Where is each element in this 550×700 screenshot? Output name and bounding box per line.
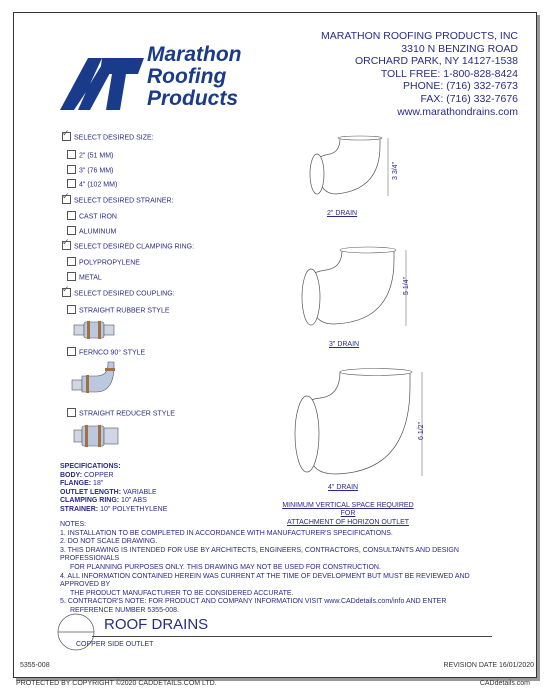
- strainer-option-cast-iron[interactable]: CAST IRON: [67, 212, 117, 221]
- company-name: MARATHON ROOFING PRODUCTS, INC: [321, 30, 518, 42]
- title-divider: [92, 636, 492, 637]
- size-option-2in[interactable]: 2" (51 MM): [67, 151, 113, 160]
- spec-value: 10" ABS: [119, 497, 147, 505]
- caddetails-link[interactable]: CADdetails.com: [479, 680, 530, 687]
- coupling-option-fernco[interactable]: FERNCO 90° STYLE: [67, 348, 145, 357]
- checkbox-3in[interactable]: [67, 165, 76, 174]
- straight-rubber-coupling-icon: [72, 318, 116, 342]
- fernco-coupling-icon: [70, 360, 116, 400]
- strainer-option-aluminum[interactable]: ALUMINUM: [67, 227, 116, 236]
- checkbox-aluminum[interactable]: [67, 226, 76, 235]
- drawing-subtitle: COPPER SIDE OUTLET: [76, 641, 154, 648]
- part-number: 5355-008: [20, 662, 50, 669]
- spec-value: COPPER: [82, 471, 114, 479]
- note-3-cont: FOR PLANNING PURPOSES ONLY. THIS DRAWING MAY NOT BE USED FOR CONSTRUCTION.: [70, 563, 381, 571]
- coupling-option-straight-rubber[interactable]: STRAIGHT RUBBER STYLE: [67, 306, 170, 315]
- note-1: 1. INSTALLATION TO BE COMPLETED IN ACCORDANCE WITH MANUFACTURER'S SPECIFICATIONS.: [60, 529, 393, 537]
- straight-reducer-coupling-icon: [72, 422, 122, 450]
- drawing-title: ROOF DRAINS: [104, 616, 209, 633]
- title-block: [56, 612, 493, 642]
- drain-3in-dimension: 5 1/4": [403, 276, 410, 295]
- size-checkbox[interactable]: [62, 132, 71, 141]
- logo-wordmark: [147, 44, 242, 110]
- note-4: 4. ALL INFORMATION CONTAINED HEREIN WAS CURRENT AT THE TIME OF DEVELOPMENT BUT MUST BE REVIEWED AND APPROVED BY: [60, 572, 470, 589]
- checkbox-metal[interactable]: [67, 272, 76, 281]
- clamp-option-metal[interactable]: METAL: [67, 273, 102, 282]
- select-strainer-heading[interactable]: ✓SELECT DESIRED STRAINER:: [62, 196, 173, 205]
- checkbox-4in[interactable]: [67, 179, 76, 188]
- footer: [16, 680, 538, 687]
- spec-key: BODY:: [60, 471, 83, 479]
- company-city: ORCHARD PARK, NY 14127-1538: [354, 55, 518, 68]
- spec-value: 10" POLYETHYLENE: [98, 505, 168, 513]
- drain-4in-icon: [280, 366, 430, 484]
- drain-2in-icon: [300, 134, 420, 214]
- select-size-heading[interactable]: ✓SELECT DESIRED SIZE:: [62, 133, 154, 142]
- clamp-checkbox[interactable]: [62, 241, 71, 250]
- company-website-link[interactable]: www.marathondrains.com: [397, 105, 518, 118]
- note-4-cont: THE PRODUCT MANUFACTURER TO BE CONSIDERED ACCURATE.: [70, 589, 294, 597]
- size-option-4in[interactable]: 4" (102 MM): [67, 180, 117, 189]
- copyright-text: PROTECTED BY COPYRIGHT ©2020 CADDETAILS.COM LTD.: [16, 680, 217, 687]
- note-2: 2. DO NOT SCALE DRAWING.: [60, 538, 158, 546]
- spec-key: CLAMPING RING:: [60, 497, 120, 505]
- spec-row-body: [60, 472, 167, 481]
- specs-title: SPECIFICATIONS:: [60, 463, 121, 470]
- select-coupling-heading[interactable]: ✓SELECT DESIRED COUPLING:: [62, 289, 175, 298]
- checkbox-straight-reducer[interactable]: [67, 408, 76, 417]
- select-clamp-heading[interactable]: ✓SELECT DESIRED CLAMPING RING:: [62, 242, 194, 251]
- notes: [60, 518, 490, 616]
- spec-key: FLANGE:: [60, 480, 92, 488]
- notes-title: NOTES:: [60, 521, 87, 528]
- spec-row-clamp: [60, 497, 167, 506]
- logo-line-1: Marathon: [147, 43, 242, 66]
- company-address: 3310 N BENZING ROAD: [401, 42, 518, 55]
- drain-4in-label: 4" DRAIN: [328, 484, 359, 491]
- company-tollfree: TOLL FREE: 1-800-828-8424: [380, 67, 518, 80]
- note-5-cont: REFERENCE NUMBER 5355-008.: [70, 606, 179, 614]
- checkbox-cast-iron[interactable]: [67, 211, 76, 220]
- logo-line-3: Products: [147, 87, 239, 110]
- note-5: 5. CONTRACTOR'S NOTE: FOR PRODUCT AND COMPANY INFORMATION VISIT www.CADdetails.com/info AND ENTER: [60, 598, 447, 606]
- logo-line-2: Roofing: [147, 65, 227, 88]
- spec-value: VARIABLE: [121, 488, 157, 496]
- checkbox-2in[interactable]: [67, 150, 76, 159]
- drain-4in-dimension: 6 1/2": [418, 421, 425, 440]
- drain-2in-dimension: 3 3/4": [392, 161, 399, 180]
- size-option-3in[interactable]: 3" (76 MM): [67, 166, 113, 175]
- spec-value: 18": [91, 480, 104, 488]
- min-space-line-2: ATTACHMENT OF HORIZON OUTLET: [286, 518, 410, 526]
- min-space-line-1: MINIMUM VERTICAL SPACE REQUIRED FOR: [282, 502, 414, 518]
- spec-key: OUTLET LENGTH:: [60, 488, 122, 496]
- company-info: [321, 30, 518, 118]
- clamp-option-polypropylene[interactable]: POLYPROPYLENE: [67, 258, 140, 267]
- strainer-checkbox[interactable]: [62, 195, 71, 204]
- coupling-checkbox[interactable]: [62, 288, 71, 297]
- company-phone: PHONE: (716) 332-7673: [403, 80, 518, 93]
- spec-row-flange: [60, 480, 167, 489]
- checkbox-fernco[interactable]: [67, 347, 76, 356]
- drain-3in-label: 3" DRAIN: [329, 341, 360, 348]
- note-3: 3. THIS DRAWING IS INTENDED FOR USE BY ARCHITECTS, ENGINEERS, CONTRACTORS, CONSULTANTS AND DESIGN PROFESSIONALS: [60, 546, 459, 563]
- checkbox-polypropylene[interactable]: [67, 257, 76, 266]
- company-fax: FAX: (716) 332-7676: [420, 92, 518, 105]
- revision-date: REVISION DATE 16/01/2020: [443, 662, 534, 669]
- coupling-option-straight-reducer[interactable]: STRAIGHT REDUCER STYLE: [67, 409, 175, 418]
- spec-row-outlet: [60, 489, 167, 498]
- checkbox-straight-rubber[interactable]: [67, 305, 76, 314]
- spec-row-strainer: [60, 506, 167, 515]
- drain-3in-icon: [290, 242, 420, 342]
- specifications: [60, 463, 167, 515]
- drain-2in-label: 2" DRAIN: [327, 210, 358, 217]
- spec-key: STRAINER:: [60, 505, 99, 513]
